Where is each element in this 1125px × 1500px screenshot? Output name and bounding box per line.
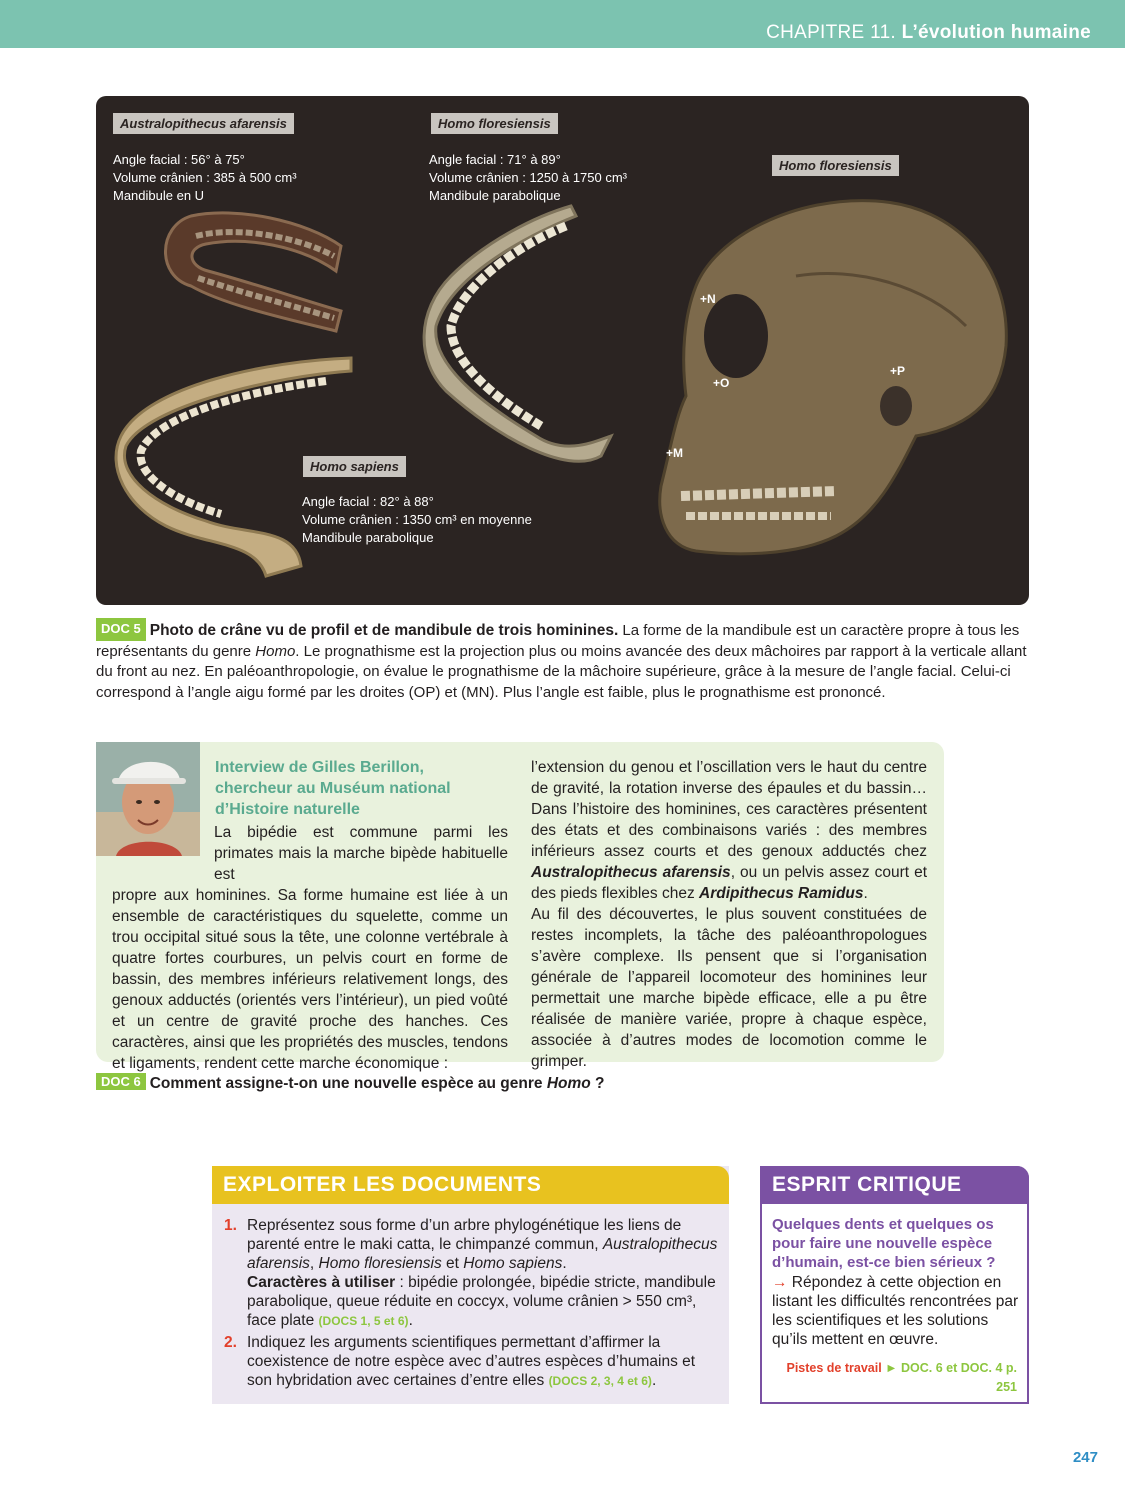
doc5-text-a: La forme de la mandibule est un caractère propre à tous les représentants du genre <box>96 622 1020 660</box>
question-1-number: 1. <box>224 1217 237 1234</box>
landmark-n-letter: N <box>707 292 716 306</box>
interview-col2-a: l’extension du genou et l’oscillation vers le haut du centre de gravité, la rotation inverse des épaules et du bassin… Dans l’histoire des hominines, ces caractères présentent des états et des combinaisons variés : des membres inférieurs assez courts et des genoux adductés chez <box>531 759 927 860</box>
chapter-name: L’évolution humaine <box>901 22 1091 43</box>
question-1-text-c: : bipédie prolongée, bipédie stricte, mandibule parabolique, queue réduite en coccyx, volume crânien > 550 cm³, face plate <box>247 1274 716 1329</box>
interview-col2-b: , ou un pelvis assez court et des pieds flexibles chez <box>531 864 927 902</box>
interview-column-1 <box>112 822 508 1074</box>
floresiensis-skull-label: Homo floresiensis <box>772 155 899 176</box>
interview-title: Interview de Gilles Berillon, chercheur au Muséum national d’Histoire naturelle <box>215 759 451 818</box>
question-1-doc-ref: (DOCS 1, 5 et 6) <box>318 1314 409 1328</box>
sapiens-mandible-type: Mandibule parabolique <box>302 530 434 545</box>
doc5-lead: Photo de crâne vu de profil et de mandibule de trois hominines. <box>149 622 619 639</box>
doc5-italic: Homo <box>255 642 296 660</box>
esprit-critique-task <box>772 1273 1022 1349</box>
chapter-number: CHAPITRE 11. <box>766 22 897 43</box>
afarensis-label: Australopithecus afarensis <box>113 113 294 134</box>
doc6-caption <box>96 1073 605 1093</box>
interview-col2-c: . <box>863 885 868 902</box>
species-ardipithecus: Ardipithecus Ramidus <box>699 885 864 902</box>
floresiensis-mandible-type: Mandibule parabolique <box>429 188 561 203</box>
question-1-sep-2: et <box>441 1255 464 1272</box>
question-1-species-2: Homo floresiensis <box>318 1255 442 1272</box>
question-2-number: 2. <box>224 1334 237 1351</box>
species-afarensis: Australopithecus afarensis <box>531 864 731 881</box>
esprit-critique-question: Quelques dents et quelques os pour faire une nouvelle espèce d’humain, est-ce bien sérieux ? <box>772 1216 996 1271</box>
esprit-task-text: Répondez à cette objection en listant les difficultés rencontrées par les scientifiques et les solutions qu’ils mettent en œuvre. <box>772 1274 1019 1348</box>
esprit-critique-header <box>760 1166 1029 1204</box>
afarensis-info <box>113 151 297 205</box>
question-2-text: Indiquez les arguments scientifiques permettant d’affirmer la coexistence de notre espèce avec d’autres espèces d’humains et son hybridation avec certaines d’entre elles <box>247 1334 696 1389</box>
exploiter-questions <box>224 1216 719 1393</box>
question-1-label: Caractères à utiliser <box>247 1274 396 1291</box>
question-1-end: . <box>408 1312 413 1329</box>
question-1-species-1: Australopithecus afarensis <box>247 1236 718 1272</box>
doc6-tag: DOC 6 <box>96 1073 146 1090</box>
interview-col1-rest: propre aux hominines. Sa forme humaine est liée à un ensemble de caractéristiques du squelette, comme un trou occipital situé sous la tête, une colonne vertébrale à quatre fortes courbures, un pelvis court en forme de bassin, des membres inférieurs relativement longs, des genoux adductés (orientés vers l’intérieur), un pied voûté et un centre de gravité proche des hanches. Ces caractères, ainsi que les propriétés des muscles, tendons et ligaments, rendent cette marche économique : <box>112 887 508 1072</box>
question-2-doc-ref: (DOCS 2, 3, 4 et 6) <box>548 1374 652 1388</box>
question-1-text-a: Représentez sous forme d’un arbre phylogénétique les liens de parenté entre le maki catta, le chimpanzé commun, <box>247 1217 682 1253</box>
arrow-icon: → <box>772 1274 788 1291</box>
question-2-end: . <box>651 1372 657 1389</box>
pistes-label: Pistes de travail <box>786 1361 882 1375</box>
question-2 <box>224 1333 719 1391</box>
doc5-caption <box>96 618 1031 703</box>
doc5-tag: DOC 5 <box>96 618 146 641</box>
chapter-title <box>766 22 1091 44</box>
pistes-ref: ► DOC. 6 et DOC. 4 p. 251 <box>881 1361 1017 1394</box>
sapiens-info <box>302 493 532 547</box>
exploiter-header <box>212 1166 729 1204</box>
question-1-text-b: . <box>562 1255 567 1272</box>
question-1-species-3: Homo sapiens <box>463 1255 563 1272</box>
floresiensis-volume: Volume crânien : 1250 à 1750 cm³ <box>429 170 628 185</box>
interview-column-2 <box>531 757 927 1072</box>
question-1-sep-1: , <box>309 1255 319 1272</box>
exploiter-title: EXPLOITER LES DOCUMENTS <box>223 1173 542 1196</box>
doc6-end: ? <box>590 1075 605 1092</box>
interview-col2-paragraph-2: Au fil des découvertes, le plus souvent constituées de restes incomplets, la tâche des paléoanthropologues s’avère complexe. Ils pensent que si l’organisation générale de l’appareil locomoteur des hominines leur permettait une marche bipède efficace, elle a pu être réalisée de manière variée, propre à chaque espèce, associée à d’autres modes de locomotion comme le grimper. <box>531 906 927 1070</box>
floresiensis-mandible-label: Homo floresiensis <box>431 113 558 134</box>
landmark-m: +M <box>666 446 684 460</box>
doc6-italic: Homo <box>546 1075 591 1092</box>
landmark-p: +P <box>890 364 906 378</box>
sapiens-volume: Volume crânien : 1350 cm³ en moyenne <box>302 512 532 527</box>
afarensis-angle: Angle facial : 56° à 75° <box>113 152 245 167</box>
doc5-photo-panel <box>96 96 1029 605</box>
floresiensis-info <box>429 151 627 205</box>
landmark-p-letter: P <box>897 364 906 378</box>
landmark-n: +N <box>700 292 716 306</box>
doc6-text: Comment assigne-t-on une nouvelle espèce au genre <box>149 1075 547 1092</box>
floresiensis-skull <box>660 201 1007 554</box>
page-number: 247 <box>1072 1449 1098 1466</box>
afarensis-mandible-type: Mandibule en U <box>113 188 205 203</box>
floresiensis-angle: Angle facial : 71° à 89° <box>429 152 561 167</box>
pistes-de-travail <box>772 1359 1017 1397</box>
landmark-o-letter: O <box>720 376 730 390</box>
sapiens-label: Homo sapiens <box>303 456 406 477</box>
landmark-o: +O <box>713 376 730 390</box>
doc5-text-b: . Le prognathisme est la projection plus ou moins avancée des deux mâchoires par rapport à la verticale allant du front au nez. En paléoanthropologie, on évalue le prognathisme de la mâchoire supérieure, grâce à la mesure de l’angle facial. Celui-ci correspond à l’angle aigu formé par les droites (OP) et (MN). Plus l’angle est faible, plus le prognathisme est prononcé. <box>96 642 1027 701</box>
sapiens-angle: Angle facial : 82° à 88° <box>302 494 434 509</box>
afarensis-volume: Volume crânien : 385 à 500 cm³ <box>113 170 297 185</box>
interview-col1-first: La bipédie est commune parmi les primates mais la marche bipède habituelle est <box>214 824 508 883</box>
landmark-m-letter: M <box>673 446 684 460</box>
question-1 <box>224 1216 719 1331</box>
esprit-critique-title: ESPRIT CRITIQUE <box>772 1173 962 1196</box>
